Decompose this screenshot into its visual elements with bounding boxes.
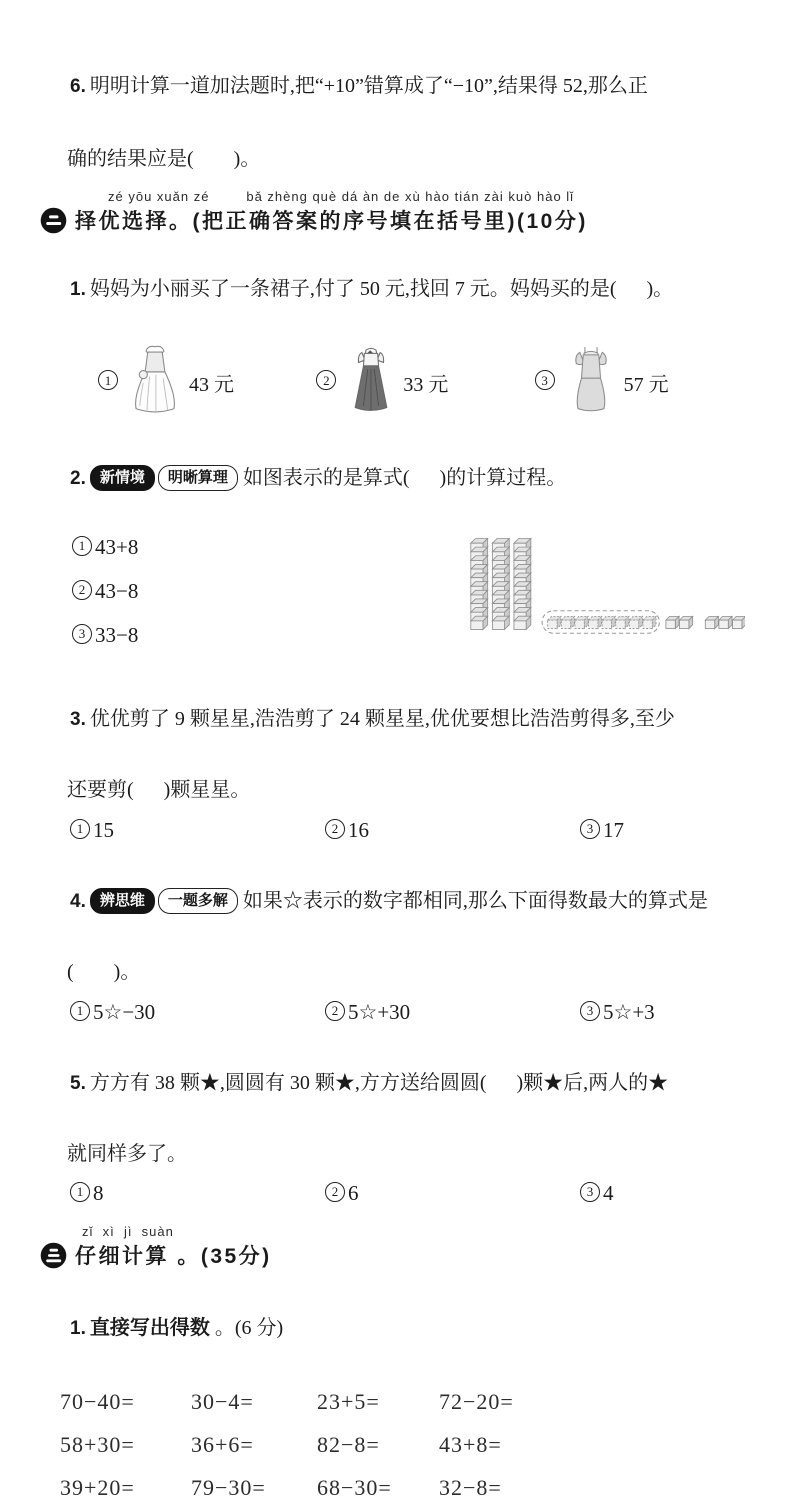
question-4 xyxy=(40,859,753,1025)
option-circle-number: 1 xyxy=(70,819,90,839)
dress-options-row xyxy=(98,338,753,426)
question-5-number: 5. xyxy=(70,1073,86,1094)
question-3-options xyxy=(70,818,753,843)
question-4-text-line2: ( )。 xyxy=(67,961,141,983)
option-label: 16 xyxy=(348,818,369,842)
option-label: 15 xyxy=(93,818,114,842)
question-3-text-line2: 还要剪( )颗星星。 xyxy=(67,779,251,801)
question-3-number: 3. xyxy=(70,709,86,730)
option-label: 5☆+30 xyxy=(348,1000,411,1024)
calc-cell: 32−8= xyxy=(439,1475,502,1500)
calc-cell: 70−40= xyxy=(60,1389,135,1414)
question-4-number: 4. xyxy=(70,891,86,912)
question-3-text-line1: 优优剪了 9 颗星星,浩浩剪了 24 颗星星,优优要想比浩浩剪得多,至少 xyxy=(89,708,675,730)
question-1-text: 妈妈为小丽买了一条裙子,付了 50 元,找回 7 元。妈妈买的是( )。 xyxy=(89,278,674,300)
option-label: 5☆−30 xyxy=(93,1000,156,1024)
badge-discern-thinking: 辨思维 xyxy=(90,888,155,914)
section-2-header xyxy=(40,189,753,235)
section-three-icon xyxy=(40,1242,67,1269)
calc-cell: 43+8= xyxy=(439,1432,502,1457)
option-label: 43+8 xyxy=(95,535,139,559)
question-4-text: 如果☆表示的数字都相同,那么下面得数最大的算式是 xyxy=(242,890,708,912)
question-6 xyxy=(40,44,753,173)
calc-cell: 30−4= xyxy=(191,1389,254,1414)
calc-1-title-rest: 。(6 分) xyxy=(209,1317,284,1339)
question-4-options xyxy=(70,1000,753,1025)
question-6-text-line2: 确的结果应是( )。 xyxy=(67,148,261,170)
option-circle-number: 3 xyxy=(580,819,600,839)
option-item xyxy=(70,1000,325,1025)
section-two-icon xyxy=(40,207,67,234)
calc-cell: 82−8= xyxy=(317,1432,380,1457)
option-circle-number: 3 xyxy=(580,1001,600,1021)
question-5-text-line1: 方方有 38 颗★,圆圆有 30 颗★,方方送给圆圆( )颗★后,两人的★ xyxy=(89,1072,669,1094)
calc-cell: 79−30= xyxy=(191,1475,266,1500)
question-5-options xyxy=(70,1181,753,1206)
option-label: 33−8 xyxy=(95,623,139,647)
section-3-title: 仔细计算 。(35分) xyxy=(75,1245,272,1268)
option-circle-number: 3 xyxy=(580,1182,600,1202)
option-item xyxy=(580,1000,753,1025)
option-item xyxy=(70,818,325,843)
question-2-text: 如图表示的是算式( )的计算过程。 xyxy=(242,467,567,489)
option-label: 17 xyxy=(603,818,624,842)
question-6-text-line1: 明明计算一道加法题时,把“+10”错算成了“−10”,结果得 52,那么正 xyxy=(89,75,648,97)
option-label: 4 xyxy=(603,1181,614,1205)
price-label: 57 元 xyxy=(623,373,669,396)
option-circle-number: 2 xyxy=(72,580,92,600)
question-2-number: 2. xyxy=(70,468,86,489)
option-circle-number: 2 xyxy=(325,1001,345,1021)
dress-option-3 xyxy=(535,340,753,425)
option-item xyxy=(70,1181,325,1206)
question-5-text-line2: 就同样多了。 xyxy=(67,1143,187,1165)
frilly-white-dress-icon xyxy=(128,340,182,425)
section-2-title: 择优选择。(把正确答案的序号填在括号里)(10分) xyxy=(75,210,588,233)
option-circle-number: 1 xyxy=(70,1001,90,1021)
option-circle-number: 3 xyxy=(72,624,92,644)
calc-cell: 36+6= xyxy=(191,1432,254,1457)
calc-cell: 23+5= xyxy=(317,1389,380,1414)
option-circle-number: 3 xyxy=(535,370,555,390)
section-3-header xyxy=(40,1224,753,1270)
calc-1-title: 直接写出得数 xyxy=(89,1317,210,1339)
badge-new-context: 新情境 xyxy=(90,465,155,491)
option-circle-number: 2 xyxy=(316,370,336,390)
calc-problem-1 xyxy=(40,1286,753,1501)
question-5 xyxy=(40,1041,753,1206)
question-3 xyxy=(40,677,753,843)
badge-clarify-reasoning: 明晰算理 xyxy=(158,465,238,491)
option-label: 8 xyxy=(93,1181,104,1205)
calc-1-number: 1. xyxy=(70,1318,86,1339)
calc-cell: 68−30= xyxy=(317,1475,392,1500)
option-circle-number: 1 xyxy=(72,536,92,556)
price-label: 43 元 xyxy=(189,373,234,396)
option-circle-number: 1 xyxy=(98,370,118,390)
option-item xyxy=(580,818,753,843)
option-circle-number: 2 xyxy=(325,819,345,839)
option-item xyxy=(580,1181,753,1206)
question-1-number: 1. xyxy=(70,279,86,300)
calc-grid xyxy=(60,1389,753,1501)
dark-long-gown-icon xyxy=(346,340,396,425)
section-3-pinyin: zǐ xì jì suàn xyxy=(82,1224,174,1239)
badge-multiple-solutions: 一题多解 xyxy=(158,888,238,914)
option-label: 43−8 xyxy=(95,579,139,603)
option-item xyxy=(325,1000,580,1025)
dress-option-1 xyxy=(98,340,316,425)
option-circle-number: 1 xyxy=(70,1182,90,1202)
calc-cell: 58+30= xyxy=(60,1432,135,1457)
question-1 xyxy=(40,247,753,426)
calc-cell: 39+20= xyxy=(60,1475,135,1500)
price-label: 33 元 xyxy=(403,373,449,396)
base-ten-blocks-diagram xyxy=(463,531,745,642)
option-item xyxy=(325,1181,580,1206)
option-circle-number: 2 xyxy=(325,1182,345,1202)
option-item xyxy=(325,818,580,843)
question-2 xyxy=(40,436,753,671)
question-6-number: 6. xyxy=(70,76,86,97)
section-2-pinyin: zé yōu xuǎn zé bǎ zhèng què dá àn de xù hào tián zài kuò hào lǐ xyxy=(108,189,575,204)
option-label: 6 xyxy=(348,1181,359,1205)
calc-cell: 72−20= xyxy=(439,1389,514,1414)
option-label: 5☆+3 xyxy=(603,1000,655,1024)
dress-option-2 xyxy=(316,340,534,425)
gray-short-dress-icon xyxy=(565,340,617,425)
